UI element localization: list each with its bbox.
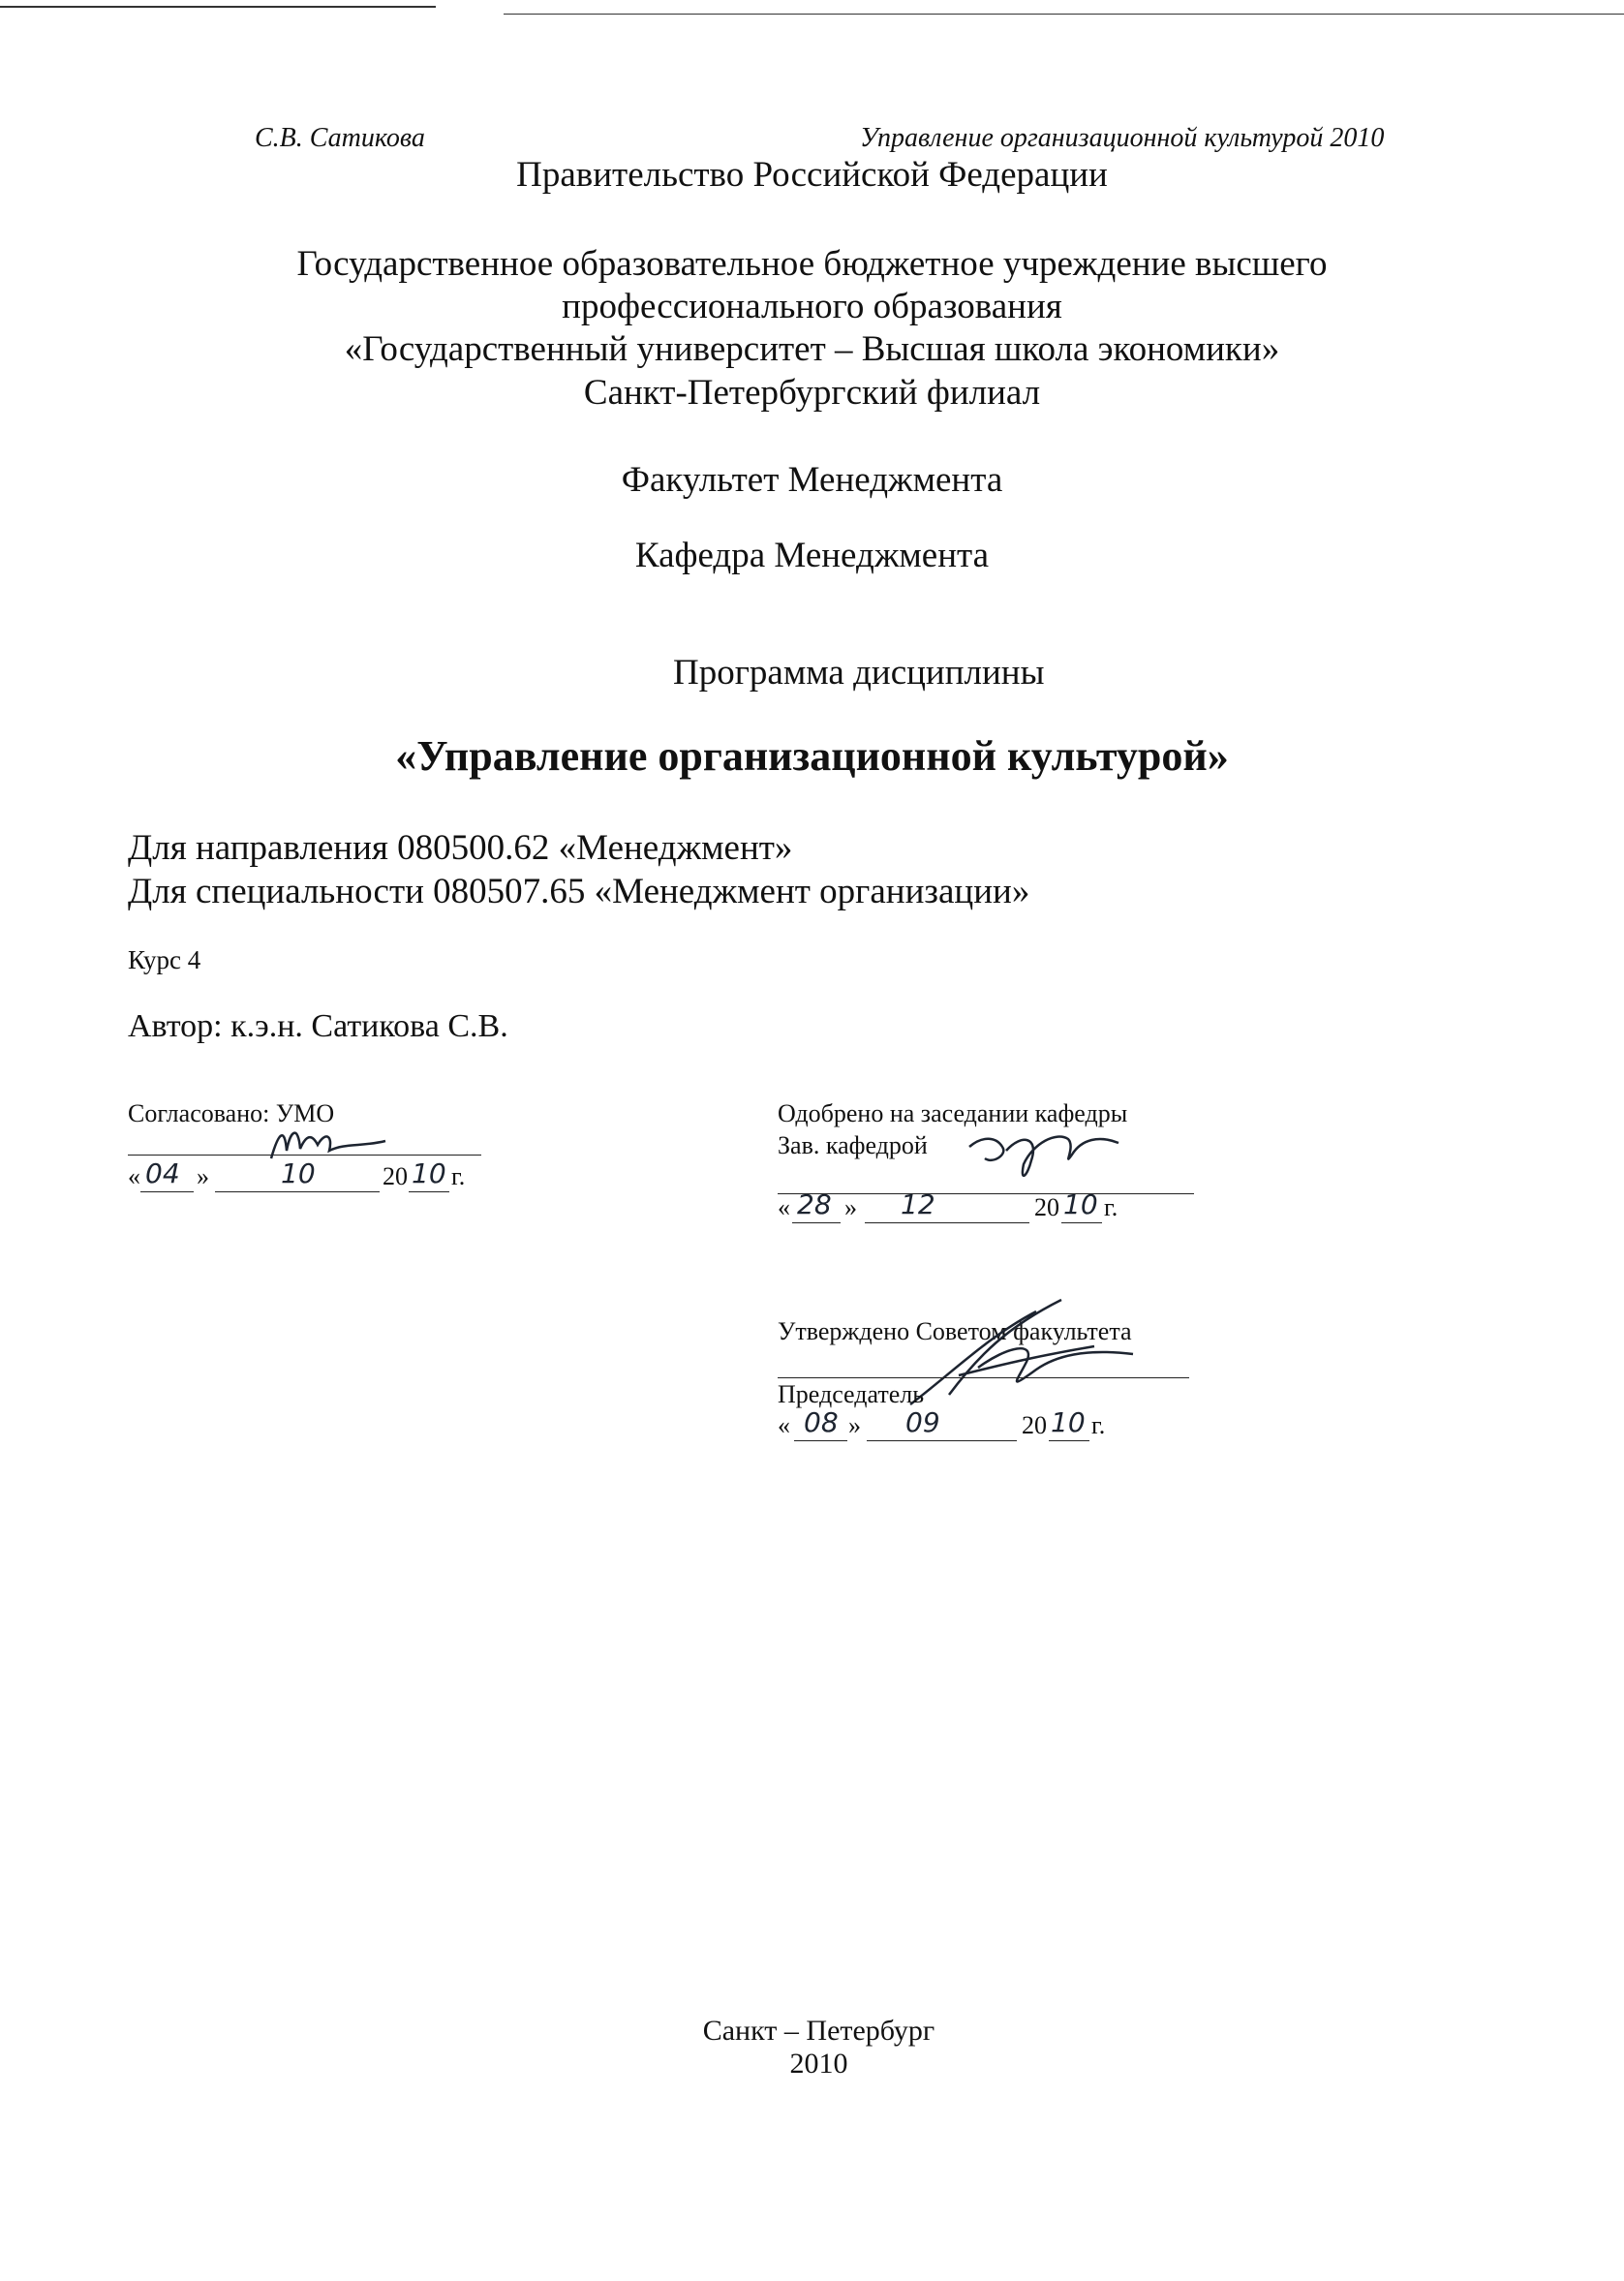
faculty-name: Факультет Менеджмента <box>621 460 1003 500</box>
department-close-quote: » <box>844 1193 857 1221</box>
department-signature-line <box>778 1193 1194 1194</box>
umo-month: 10 <box>281 1157 316 1189</box>
umo-month-underline <box>215 1191 380 1192</box>
department-head-signature <box>964 1125 1138 1193</box>
faculty-open-quote: « <box>778 1411 790 1439</box>
umo-year-underline <box>409 1191 449 1192</box>
umo-year-end: г. <box>451 1162 466 1190</box>
faculty-signature-line <box>778 1377 1189 1378</box>
institution-line-3: «Государственный университет – Высшая школа экономики» <box>344 329 1280 369</box>
department-year-underline <box>1061 1222 1102 1223</box>
scan-edge-line-left <box>0 6 436 8</box>
umo-open-quote: « <box>128 1162 140 1190</box>
faculty-month: 09 <box>905 1406 940 1438</box>
faculty-year-prefix: 20 <box>1022 1411 1047 1439</box>
institution-line-1: Государственное образовательное бюджетное учреждение высшего <box>296 244 1328 284</box>
department-open-quote: « <box>778 1193 790 1221</box>
branch-name: Санкт-Петербургский филиал <box>583 373 1041 413</box>
footer-city: Санкт – Петербург <box>702 2015 935 2047</box>
specialty-line: Для специальности 080507.65 «Менеджмент организации» <box>128 872 1030 911</box>
faculty-year-end: г. <box>1091 1411 1106 1439</box>
department-year-end: г. <box>1104 1193 1118 1221</box>
footer-year: 2010 <box>789 2048 848 2080</box>
department-year-prefix: 20 <box>1034 1193 1059 1221</box>
umo-approval-label: Согласовано: УМО <box>128 1099 335 1127</box>
department-head-label: Зав. кафедрой <box>778 1131 928 1159</box>
running-header-author: С.В. Сатикова <box>255 123 425 153</box>
umo-close-quote: » <box>197 1162 209 1190</box>
department-month: 12 <box>901 1188 935 1220</box>
course-number: Курс 4 <box>128 945 201 974</box>
umo-year-prefix: 20 <box>383 1162 408 1190</box>
discipline-title: «Управление организационной культурой» <box>395 732 1229 780</box>
faculty-day-underline <box>794 1440 847 1441</box>
faculty-close-quote: » <box>848 1411 861 1439</box>
department-name: Кафедра Менеджмента <box>634 536 990 575</box>
umo-year-suffix: 10 <box>412 1157 446 1189</box>
umo-day-underline <box>140 1191 194 1192</box>
department-day-underline <box>792 1222 841 1223</box>
department-approval-label: Одобрено на заседании кафедры <box>778 1099 1128 1127</box>
department-month-underline <box>865 1222 1029 1223</box>
scan-edge-line-right <box>504 14 1624 15</box>
faculty-year-suffix: 10 <box>1051 1406 1086 1438</box>
direction-line: Для направления 080500.62 «Менеджмент» <box>128 828 793 868</box>
author-line: Автор: к.э.н. Сатикова С.В. <box>128 1008 508 1044</box>
running-header-course: Управление организационной культурой 2010 <box>860 123 1385 153</box>
faculty-chair-signature <box>891 1298 1143 1424</box>
faculty-day: 08 <box>804 1406 839 1438</box>
faculty-chair-label: Председатель <box>778 1380 925 1408</box>
department-year-suffix: 10 <box>1063 1188 1098 1220</box>
faculty-month-underline <box>867 1440 1017 1441</box>
umo-day: 04 <box>145 1157 180 1189</box>
institution-line-2: профессионального образования <box>562 287 1062 326</box>
department-day: 28 <box>797 1188 832 1220</box>
faculty-year-underline <box>1049 1440 1089 1441</box>
government-name: Правительство Российской Федерации <box>516 155 1108 195</box>
faculty-approval-label: Утверждено Советом факультета <box>778 1317 1132 1345</box>
program-label: Программа дисциплины <box>673 653 1045 693</box>
